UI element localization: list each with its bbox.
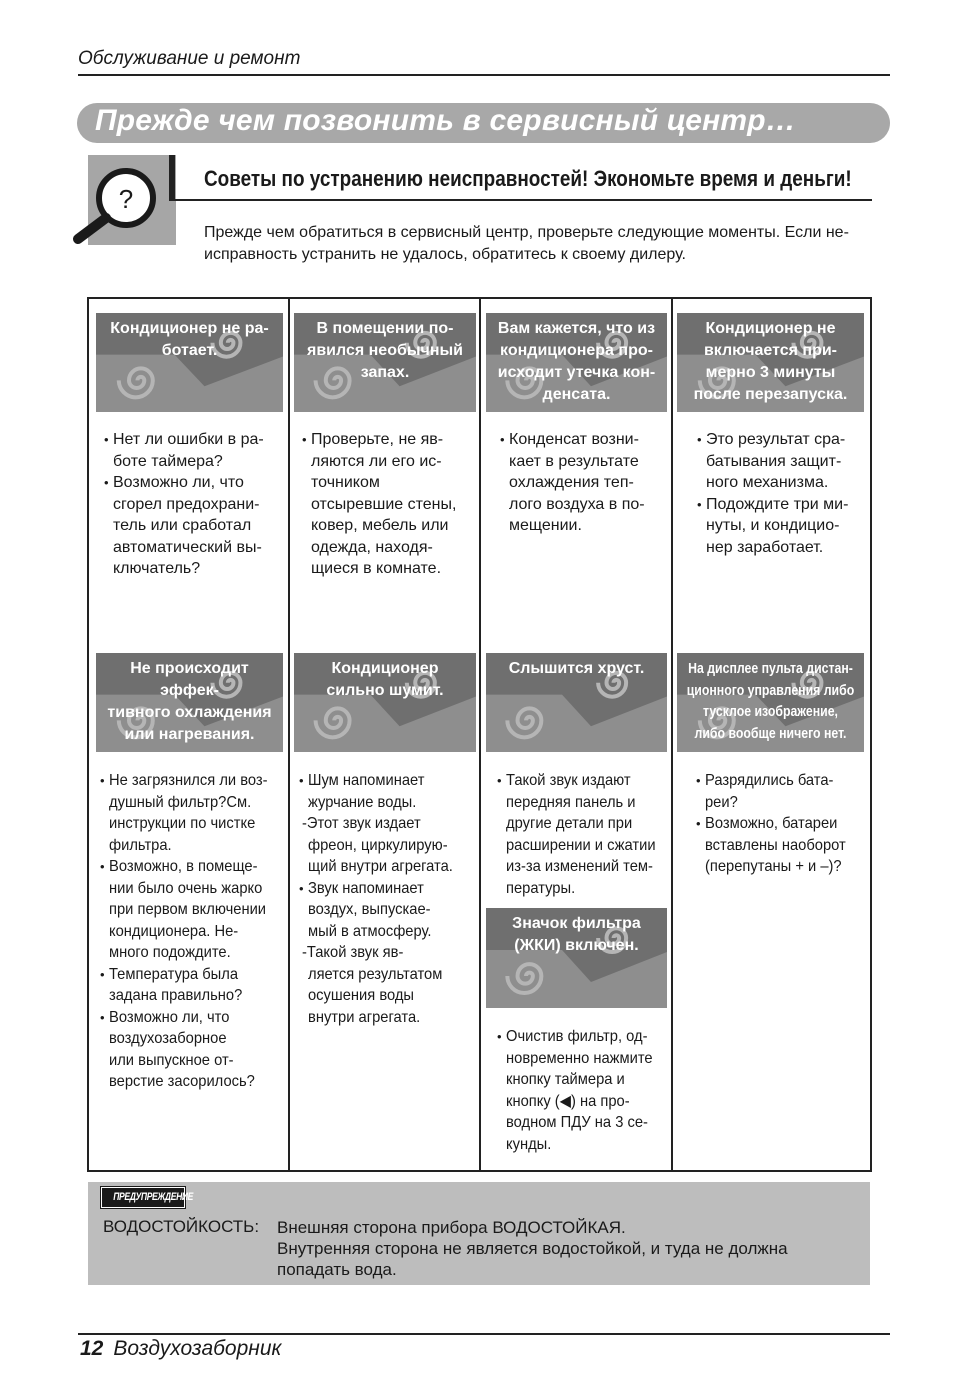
warning-line: Внешняя сторона прибора ВОДОСТОЙКАЯ. [277, 1218, 626, 1237]
list-item [299, 1007, 479, 1029]
list-item-text: ковер, мебель или [311, 517, 449, 534]
list-item-text: Не загрязнился ли воз- [109, 772, 268, 789]
list-item-text: щиеся в комнате. [311, 560, 442, 577]
list-item [302, 451, 478, 473]
footer-section: Воздухозаборник [113, 1337, 282, 1360]
list-item [497, 1069, 673, 1091]
list-item-text: (перепутаны + и –)? [705, 858, 842, 875]
list-item-text: много подождите. [109, 944, 231, 961]
cell-header-filter [486, 908, 667, 1008]
warning-line: попадать вода. [277, 1260, 397, 1279]
list-item-text: задана правильно? [109, 987, 243, 1004]
cell-header-text [490, 658, 663, 680]
list-item-text: кондиционера. Не- [109, 922, 239, 940]
list-item-text: нуты, и кондицио- [706, 517, 840, 534]
list-item-text: фильтра. [109, 836, 172, 854]
swirl-icon [507, 708, 541, 737]
cell-header-text [682, 658, 858, 744]
list-item [100, 899, 288, 921]
list-item [299, 770, 479, 792]
list-item-text: или выпускное от- [109, 1051, 234, 1069]
list-item [302, 494, 478, 516]
list-item [497, 835, 673, 857]
list-item-text: мещении. [509, 517, 582, 534]
list-item [497, 792, 673, 814]
intro-line: исправность устранить не удалось, обратитесь к своему дилеру. [204, 246, 686, 263]
list-item-text: Такой звук издают [506, 772, 631, 789]
list-item-text: воздухозаборное [109, 1030, 227, 1047]
list-item [104, 429, 284, 451]
list-item-text: одежда, находя- [311, 538, 433, 556]
list-item [100, 856, 288, 878]
cell-list-not-working [104, 429, 284, 580]
intro-text [204, 222, 874, 266]
cell-header-noise [294, 653, 476, 752]
cell-header-line: В помещении по- [316, 320, 454, 337]
warning-label [101, 1187, 194, 1208]
list-item [302, 537, 478, 559]
list-item-text: нии было очень жарко [109, 879, 263, 897]
list-item-text: душный фильтр?См. [109, 793, 252, 811]
warning-line: Внутренняя сторона не является водостойкой, и туда не должна [277, 1239, 788, 1258]
list-item-text: мый в атмосферу. [308, 922, 432, 940]
cell-header-cooling [96, 653, 283, 752]
cell-header-crack [486, 653, 667, 752]
cell-header-text [298, 658, 472, 702]
cell-header-line: явился необычный [307, 342, 463, 359]
cell-header-line: ботает. [161, 342, 218, 359]
list-item-text: Проверьте, не яв- [311, 431, 444, 448]
cell-header-line: тивного охлаждения [107, 704, 272, 721]
list-item [697, 451, 869, 473]
list-item [497, 878, 673, 900]
list-item-text: Возможно, батареи [705, 815, 838, 832]
cell-header-text [100, 658, 279, 746]
list-item-text: батывания защит- [706, 452, 842, 470]
cell-list-filter [497, 1026, 673, 1155]
list-item [299, 942, 479, 964]
list-item [500, 451, 670, 473]
list-item [697, 537, 869, 559]
cell-header-text [100, 318, 279, 362]
list-item [100, 921, 288, 943]
list-item-text: ляется результатом [308, 965, 443, 983]
list-item [104, 515, 284, 537]
cell-header-text [490, 913, 663, 957]
list-item-text: Разрядились бата- [705, 772, 834, 789]
bottom-rule [78, 1333, 890, 1335]
warning-text [277, 1217, 867, 1280]
cell-header-line: На дисплее пульта дистан- [688, 660, 853, 677]
list-item-text: лого воздуха в по- [509, 495, 645, 513]
list-item-text: боте таймера? [113, 452, 223, 470]
list-item-text: воздух, выпускае- [308, 901, 431, 918]
cell-header-line: либо вообще ничего нет. [694, 724, 847, 742]
question-mark: ? [118, 184, 134, 214]
list-item [100, 942, 288, 964]
list-item [100, 1071, 288, 1093]
list-item [302, 558, 478, 580]
cell-header-line: сильно шумит. [326, 682, 444, 699]
list-item [302, 429, 478, 451]
list-item [697, 515, 869, 537]
list-item-text: Возможно ли, что [113, 474, 244, 491]
list-item-text: тель или сработал [113, 517, 252, 534]
list-item [104, 494, 284, 516]
list-item [299, 835, 479, 857]
cell-header-text [490, 318, 663, 406]
cell-header-line: Значок фильтра [512, 915, 641, 932]
list-item-text: Конденсат возни- [509, 431, 639, 448]
list-item [299, 921, 479, 943]
page-footer [80, 1337, 281, 1361]
list-item [104, 537, 284, 559]
cell-list-cooling [100, 770, 288, 1093]
list-item-text: щий внутри агрегата. [308, 858, 453, 875]
cell-list-crack [497, 770, 673, 899]
list-item-text: Очистив фильтр, од- [506, 1028, 648, 1045]
cell-header-line: Слышится хруст. [508, 660, 645, 677]
warning-label-text: ПРЕДУПРЕЖДЕНИЕ [113, 1191, 194, 1203]
cell-list-restart [697, 429, 869, 558]
cell-header-restart [677, 313, 864, 412]
list-item [100, 985, 288, 1007]
list-item [100, 792, 288, 814]
list-item [696, 856, 872, 878]
list-item [100, 813, 288, 835]
list-item-text: точником [311, 474, 380, 491]
list-item-text: кнопку таймера и [506, 1071, 625, 1088]
cell-header-line: кондиционера про- [500, 342, 653, 359]
cell-header-line: после перезапуска. [693, 386, 848, 403]
list-item [104, 472, 284, 494]
cell-header-line: денсата. [542, 386, 611, 403]
cell-list-noise [299, 770, 479, 1028]
list-item-text: Возможно, в помеще- [109, 858, 258, 875]
list-item [299, 813, 479, 835]
list-item [500, 429, 670, 451]
swirl-icon [119, 368, 153, 397]
swirl-icon [507, 964, 541, 993]
list-item-text: Шум напоминает [308, 772, 425, 789]
list-item-text: фреон, циркулирую- [308, 836, 448, 854]
page-number: 12 [80, 1337, 104, 1360]
list-item-text: осушения воды [308, 987, 415, 1004]
list-item-text: ного механизма. [706, 474, 829, 491]
list-item-text: автоматический вы- [113, 538, 262, 556]
list-item-text: Подождите три ми- [706, 495, 849, 513]
list-item [100, 1050, 288, 1072]
magnifier-question-icon [72, 155, 176, 245]
list-item-text: пературы. [506, 879, 576, 897]
list-item [497, 1026, 673, 1048]
list-item-text: журчание воды. [308, 793, 417, 811]
cell-header-line: тусклое изображение, [703, 703, 838, 720]
list-item [100, 878, 288, 900]
list-item-text: ляются ли его ис- [311, 452, 442, 470]
list-item [100, 1007, 288, 1029]
cell-header-line: включается при- [703, 342, 838, 359]
list-item-text: при первом включении [109, 901, 267, 918]
list-item [100, 770, 288, 792]
list-item [497, 813, 673, 835]
list-item [299, 985, 479, 1007]
list-item [299, 792, 479, 814]
cell-header-line: (ЖКИ) включен. [514, 937, 639, 954]
section-title: Обслуживание и ремонт [78, 48, 301, 69]
list-item-text: Звук напоминает [308, 879, 424, 897]
list-item-text: ключатель? [113, 560, 201, 577]
cell-header-line: Не происходит эффек- [130, 660, 249, 699]
list-item-text: верстие засорилось? [109, 1073, 255, 1090]
page-banner [77, 103, 890, 143]
list-item-text: водном ПДУ на 3 се- [506, 1114, 648, 1131]
list-item [302, 515, 478, 537]
list-item [104, 558, 284, 580]
intro-line: Прежде чем обратиться в сервисный центр, проверьте следующие моменты. Если не- [204, 224, 849, 241]
list-item-text: другие детали при [506, 815, 633, 832]
cell-header-line: исходит утечка кон- [497, 364, 656, 381]
list-item-text: -Такой звук яв- [302, 944, 404, 961]
cell-header-display [677, 653, 864, 752]
subtitle-rule [172, 199, 872, 201]
list-item [697, 494, 869, 516]
list-item-text: кает в результате [509, 452, 639, 470]
list-item [497, 770, 673, 792]
list-item-text: расширении и сжатии [506, 836, 656, 854]
list-item-text: охлаждения теп- [509, 474, 634, 491]
subtitle: Советы по устранению неисправностей! Экономьте время и деньги! [204, 166, 852, 191]
list-item-text: нер заработает. [706, 538, 824, 556]
list-item [697, 429, 869, 451]
list-item [100, 835, 288, 857]
cell-list-display [696, 770, 872, 878]
list-item-text: сгорел предохрани- [113, 495, 260, 513]
list-item [299, 856, 479, 878]
list-item [302, 472, 478, 494]
list-item [497, 1134, 673, 1156]
list-item-text: реи? [705, 793, 738, 811]
list-item-text: кнопку (◀) на про- [506, 1092, 630, 1110]
list-item [100, 964, 288, 986]
cell-header-line: или нагревания. [124, 726, 255, 743]
list-item [299, 878, 479, 900]
list-item [497, 1048, 673, 1070]
cell-header-line: Кондиционер [331, 660, 439, 677]
cell-header-odor [294, 313, 476, 412]
list-item-text: Температура была [109, 965, 239, 983]
list-item-text: из-за изменений тем- [506, 858, 653, 875]
list-item [497, 1091, 673, 1113]
list-item [104, 451, 284, 473]
list-item [696, 792, 872, 814]
list-item [697, 472, 869, 494]
list-item [500, 472, 670, 494]
list-item [696, 835, 872, 857]
list-item-text: Нет ли ошибки в ра- [113, 431, 264, 448]
list-item [696, 813, 872, 835]
list-item [497, 856, 673, 878]
list-item [299, 964, 479, 986]
cell-list-odor [302, 429, 478, 580]
list-item [299, 899, 479, 921]
list-item-text: -Этот звук издает [302, 815, 421, 832]
cell-list-leak [500, 429, 670, 537]
list-item [497, 1112, 673, 1134]
list-item [500, 515, 670, 537]
list-item-text: вставлены наоборот [705, 836, 846, 854]
cell-header-not-working [96, 313, 283, 412]
swirl-icon [316, 708, 350, 737]
cell-header-line: Кондиционер не ра- [110, 320, 269, 337]
list-item-text: инструкции по чистке [109, 815, 256, 832]
warning-key: ВОДОСТОЙКОСТЬ: [103, 1217, 260, 1236]
column-divider [479, 297, 481, 1172]
banner-title: Прежде чем позвонить в сервисный центр… [95, 104, 796, 137]
list-item-text: кунды. [506, 1135, 552, 1153]
list-item [696, 770, 872, 792]
list-item [500, 494, 670, 516]
cell-header-line: запах. [360, 364, 410, 381]
cell-header-text [681, 318, 860, 406]
list-item-text: Возможно ли, что [109, 1008, 230, 1026]
list-item-text: передняя панель и [506, 793, 636, 811]
cell-header-line: Кондиционер не [705, 320, 836, 337]
list-item-text: внутри агрегата. [308, 1008, 421, 1026]
cell-header-line: мерно 3 минуты [705, 364, 836, 381]
cell-header-leak [486, 313, 667, 412]
list-item [100, 1028, 288, 1050]
cell-header-line: Вам кажется, что из [497, 320, 656, 337]
top-rule [78, 74, 890, 76]
list-item-text: новременно нажмите [506, 1049, 653, 1067]
column-divider [288, 297, 290, 1172]
cell-header-line: ционного управления либо [686, 681, 855, 699]
cell-header-text [298, 318, 472, 384]
list-item-text: отсыревшие стены, [311, 495, 457, 513]
subtitle-bar [169, 155, 175, 201]
list-item-text: Это результат сра- [706, 431, 846, 448]
